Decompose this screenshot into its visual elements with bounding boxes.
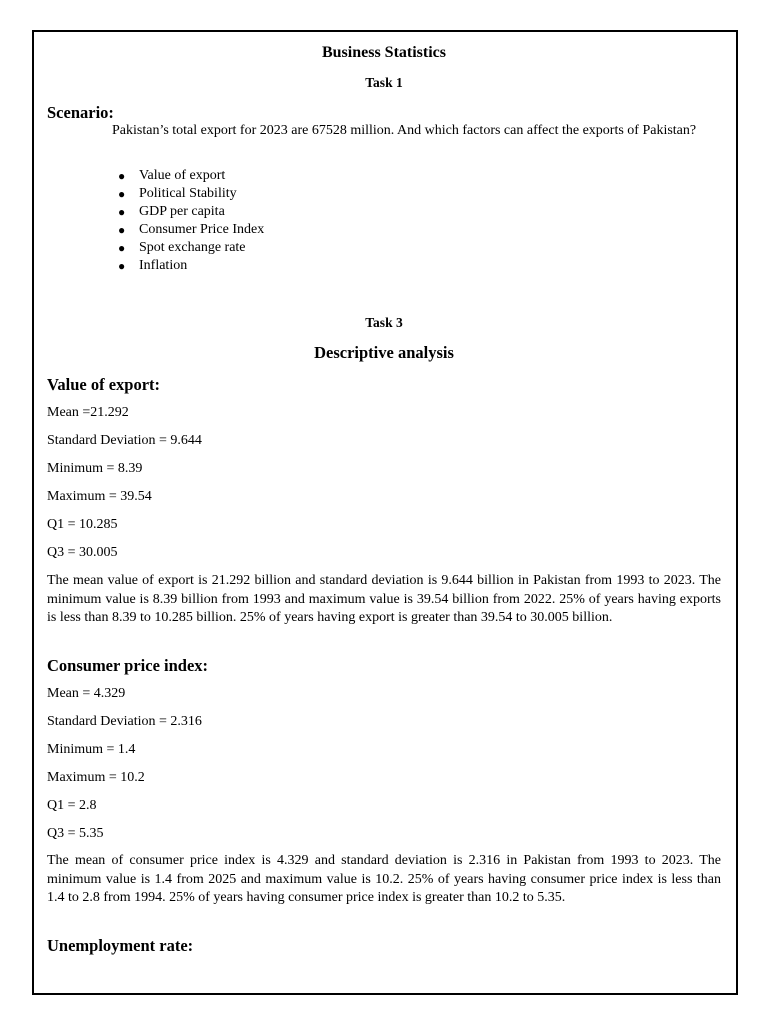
bullet-icon: ● bbox=[118, 223, 126, 237]
stat-minimum: Minimum = 1.4 bbox=[47, 742, 136, 757]
list-item: ● Spot exchange rate bbox=[118, 240, 246, 255]
value-of-export-paragraph: The mean value of export is 21.292 billion and standard deviation is 9.644 billion in Pakistan from 1993 to 2023. The minimum value is 8.39 billion from 1993 and maximum value is 39.54 billion from 2022. 25% of years having exports is less than 8.39 to 10.285 billion. 25% of years having export is greater than 39.54 to 30.005 billion. bbox=[47, 573, 721, 625]
stat-maximum: Maximum = 39.54 bbox=[47, 489, 152, 504]
stat-q1: Q1 = 2.8 bbox=[47, 798, 97, 813]
factors-list bbox=[47, 167, 264, 275]
stat-standard-deviation: Standard Deviation = 2.316 bbox=[47, 714, 202, 729]
list-item: ● Consumer Price Index bbox=[118, 222, 265, 237]
bullet-icon: ● bbox=[118, 169, 126, 183]
section-heading-unemployment-rate: Unemployment rate: bbox=[47, 936, 194, 955]
stat-q3: Q3 = 30.005 bbox=[47, 545, 118, 560]
bullet-icon: ● bbox=[118, 187, 126, 201]
stat-mean: Mean = 4.329 bbox=[47, 686, 126, 701]
task3-label: Task 3 bbox=[365, 315, 403, 330]
section-heading-consumer-price-index: Consumer price index: bbox=[47, 656, 209, 675]
bullet-icon: ● bbox=[118, 205, 126, 219]
descriptive-heading: Descriptive analysis bbox=[314, 343, 454, 362]
scenario-paragraph: Pakistan’s total export for 2023 are 67528 million. And which factors can affect the exports of Pakistan? bbox=[112, 123, 697, 138]
list-item: ● Inflation bbox=[118, 258, 188, 273]
list-item: ● GDP per capita bbox=[118, 204, 225, 219]
stat-q3: Q3 = 5.35 bbox=[47, 826, 104, 841]
list-item: ● Political Stability bbox=[118, 186, 237, 201]
bullet-icon: ● bbox=[118, 241, 126, 255]
bullet-icon: ● bbox=[118, 259, 126, 273]
list-item: ● Value of export bbox=[118, 168, 226, 183]
stat-standard-deviation: Standard Deviation = 9.644 bbox=[47, 433, 202, 448]
stat-minimum: Minimum = 8.39 bbox=[47, 461, 143, 476]
stat-mean: Mean =21.292 bbox=[47, 405, 129, 420]
section-heading-value-of-export: Value of export: bbox=[47, 375, 161, 394]
stat-q1: Q1 = 10.285 bbox=[47, 517, 118, 532]
consumer-price-index-paragraph: The mean of consumer price index is 4.329 and standard deviation is 2.316 in Pakistan from 1993 to 2023. The minimum value is 1.4 from 2025 and maximum value is 10.2. 25% of years having consumer price index is less than 1.4 to 2.8 from 1994. 25% of years having consumer price index is greater than 10.2 to 5.35. bbox=[47, 853, 721, 905]
document-title: Business Statistics bbox=[321, 44, 447, 61]
task1-label: Task 1 bbox=[365, 75, 403, 90]
stat-maximum: Maximum = 10.2 bbox=[47, 770, 145, 785]
scenario-heading: Scenario: bbox=[47, 103, 114, 122]
